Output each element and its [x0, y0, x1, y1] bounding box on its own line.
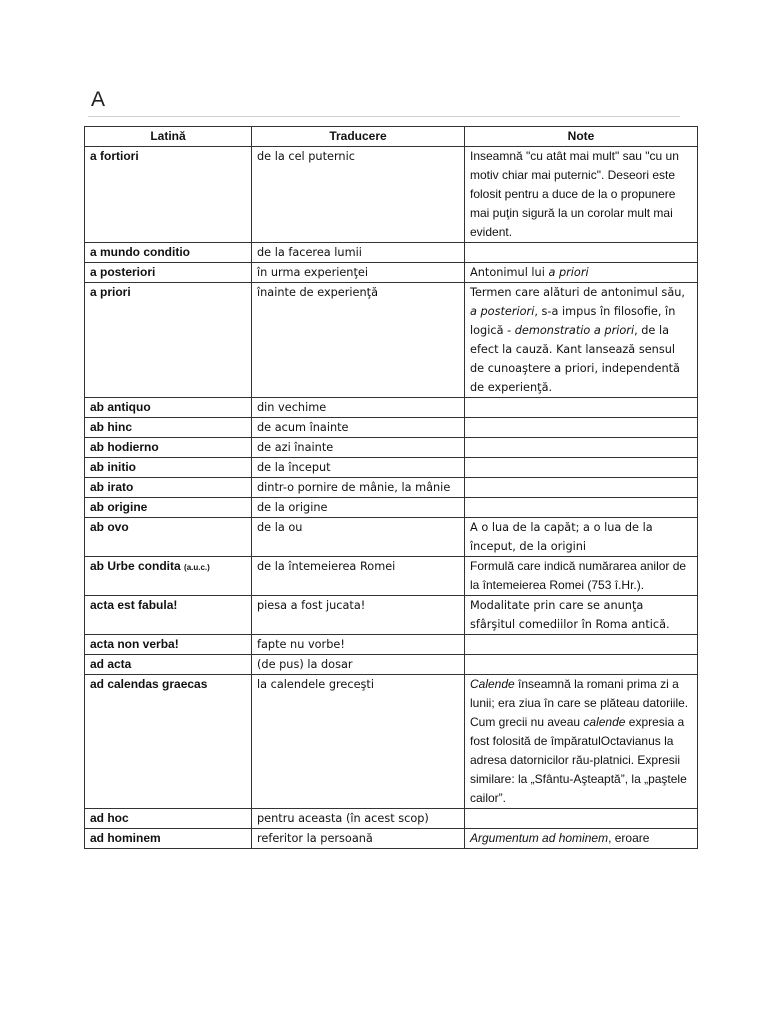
table-row	[85, 398, 698, 418]
latin-term: a priori	[85, 283, 252, 398]
note: Modalitate prin care se anunţa sfârşitul comediilor în Roma antică.	[465, 596, 698, 635]
note	[465, 418, 698, 438]
note	[465, 655, 698, 675]
latin-term: ad calendas graecas	[85, 675, 252, 809]
table-row	[85, 518, 698, 557]
heading-divider	[88, 116, 680, 117]
note	[465, 635, 698, 655]
latin-term: ab hinc	[85, 418, 252, 438]
translation: (de pus) la dosar	[252, 655, 465, 675]
note	[465, 498, 698, 518]
note-italic-term: a priori	[548, 266, 589, 279]
note: Inseamnă "cu atât mai mult" sau "cu un motiv chiar mai puternic". Deseori este folosit pentru a duce de la o propunere mai puţin sigură la un corolar mult mai evident.	[465, 147, 698, 243]
latin-term: ab hodierno	[85, 438, 252, 458]
translation: pentru aceasta (în acest scop)	[252, 809, 465, 829]
table-row	[85, 557, 698, 596]
latin-term: acta non verba!	[85, 635, 252, 655]
note	[465, 263, 698, 283]
note: A o lua de la capăt; a o lua de la început, de la origini	[465, 518, 698, 557]
note	[465, 478, 698, 498]
table-row	[85, 498, 698, 518]
latin-term: ab initio	[85, 458, 252, 478]
section-letter-heading: A	[91, 88, 106, 111]
translation: de la cel puternic	[252, 147, 465, 243]
latin-term: a fortiori	[85, 147, 252, 243]
latin-term: ab ovo	[85, 518, 252, 557]
latin-term: a posteriori	[85, 263, 252, 283]
table-row	[85, 478, 698, 498]
latin-term: a mundo conditio	[85, 243, 252, 263]
latin-term: ad hominem	[85, 829, 252, 849]
translation: fapte nu vorbe!	[252, 635, 465, 655]
note-text: Antonimul lui	[470, 266, 549, 279]
translation: în urma experienţei	[252, 263, 465, 283]
table-row	[85, 635, 698, 655]
table-row	[85, 263, 698, 283]
translation: de la întemeierea Romei	[252, 557, 465, 596]
translation: dintr-o pornire de mânie, la mânie	[252, 478, 465, 498]
translation: de acum înainte	[252, 418, 465, 438]
translation: de la facerea lumii	[252, 243, 465, 263]
table-row	[85, 283, 698, 398]
note	[465, 438, 698, 458]
translation: de la început	[252, 458, 465, 478]
note: Calende înseamnă la romani prima zi a lunii; era ziua în care se plăteau datoriile. Cum grecii nu aveau calende expresia a fost folosită de împăratulOctavianus la adresa datornicilor rău-platnici. Expresii similare: la „Sfântu-Aşteaptă”, la „paştele cailor”.	[465, 675, 698, 809]
column-header-translation: Traducere	[252, 127, 465, 147]
translation: referitor la persoană	[252, 829, 465, 849]
table-row	[85, 243, 698, 263]
latin-term: acta est fabula!	[85, 596, 252, 635]
table-header-row	[85, 127, 698, 147]
latin-term: ab origine	[85, 498, 252, 518]
note	[465, 809, 698, 829]
table-row	[85, 458, 698, 478]
table-row	[85, 675, 698, 809]
note	[465, 398, 698, 418]
note: Formulă care indică numărarea anilor de la întemeierea Romei (753 î.Hr.).	[465, 557, 698, 596]
table-row	[85, 418, 698, 438]
translation: de la origine	[252, 498, 465, 518]
latin-term: ad acta	[85, 655, 252, 675]
column-header-note: Note	[465, 127, 698, 147]
translation: de la ou	[252, 518, 465, 557]
latin-abbreviation: (a.u.c.)	[184, 563, 210, 572]
latin-term-text: ab Urbe condita	[90, 559, 181, 573]
translation: la calendele greceşti	[252, 675, 465, 809]
latin-term: ad hoc	[85, 809, 252, 829]
latin-glossary-table	[84, 126, 698, 849]
table-row	[85, 147, 698, 243]
table-row	[85, 596, 698, 635]
note: Termen care alături de antonimul său, a posteriori, s-a impus în filosofie, în logică - demonstratio a priori, de la efect la cauză. Kant lansează sensul de cunoaştere a priori, independentă de experienţă.	[465, 283, 698, 398]
note	[465, 243, 698, 263]
note: Argumentum ad hominem, eroare	[465, 829, 698, 849]
translation: piesa a fost jucata!	[252, 596, 465, 635]
latin-term: ab irato	[85, 478, 252, 498]
latin-term: ab antiquo	[85, 398, 252, 418]
translation: din vechime	[252, 398, 465, 418]
translation: de azi înainte	[252, 438, 465, 458]
table-row	[85, 438, 698, 458]
table-row	[85, 809, 698, 829]
table-row	[85, 655, 698, 675]
table-row	[85, 829, 698, 849]
latin-term	[85, 557, 252, 596]
column-header-latin: Latină	[85, 127, 252, 147]
translation: înainte de experienţă	[252, 283, 465, 398]
note	[465, 458, 698, 478]
